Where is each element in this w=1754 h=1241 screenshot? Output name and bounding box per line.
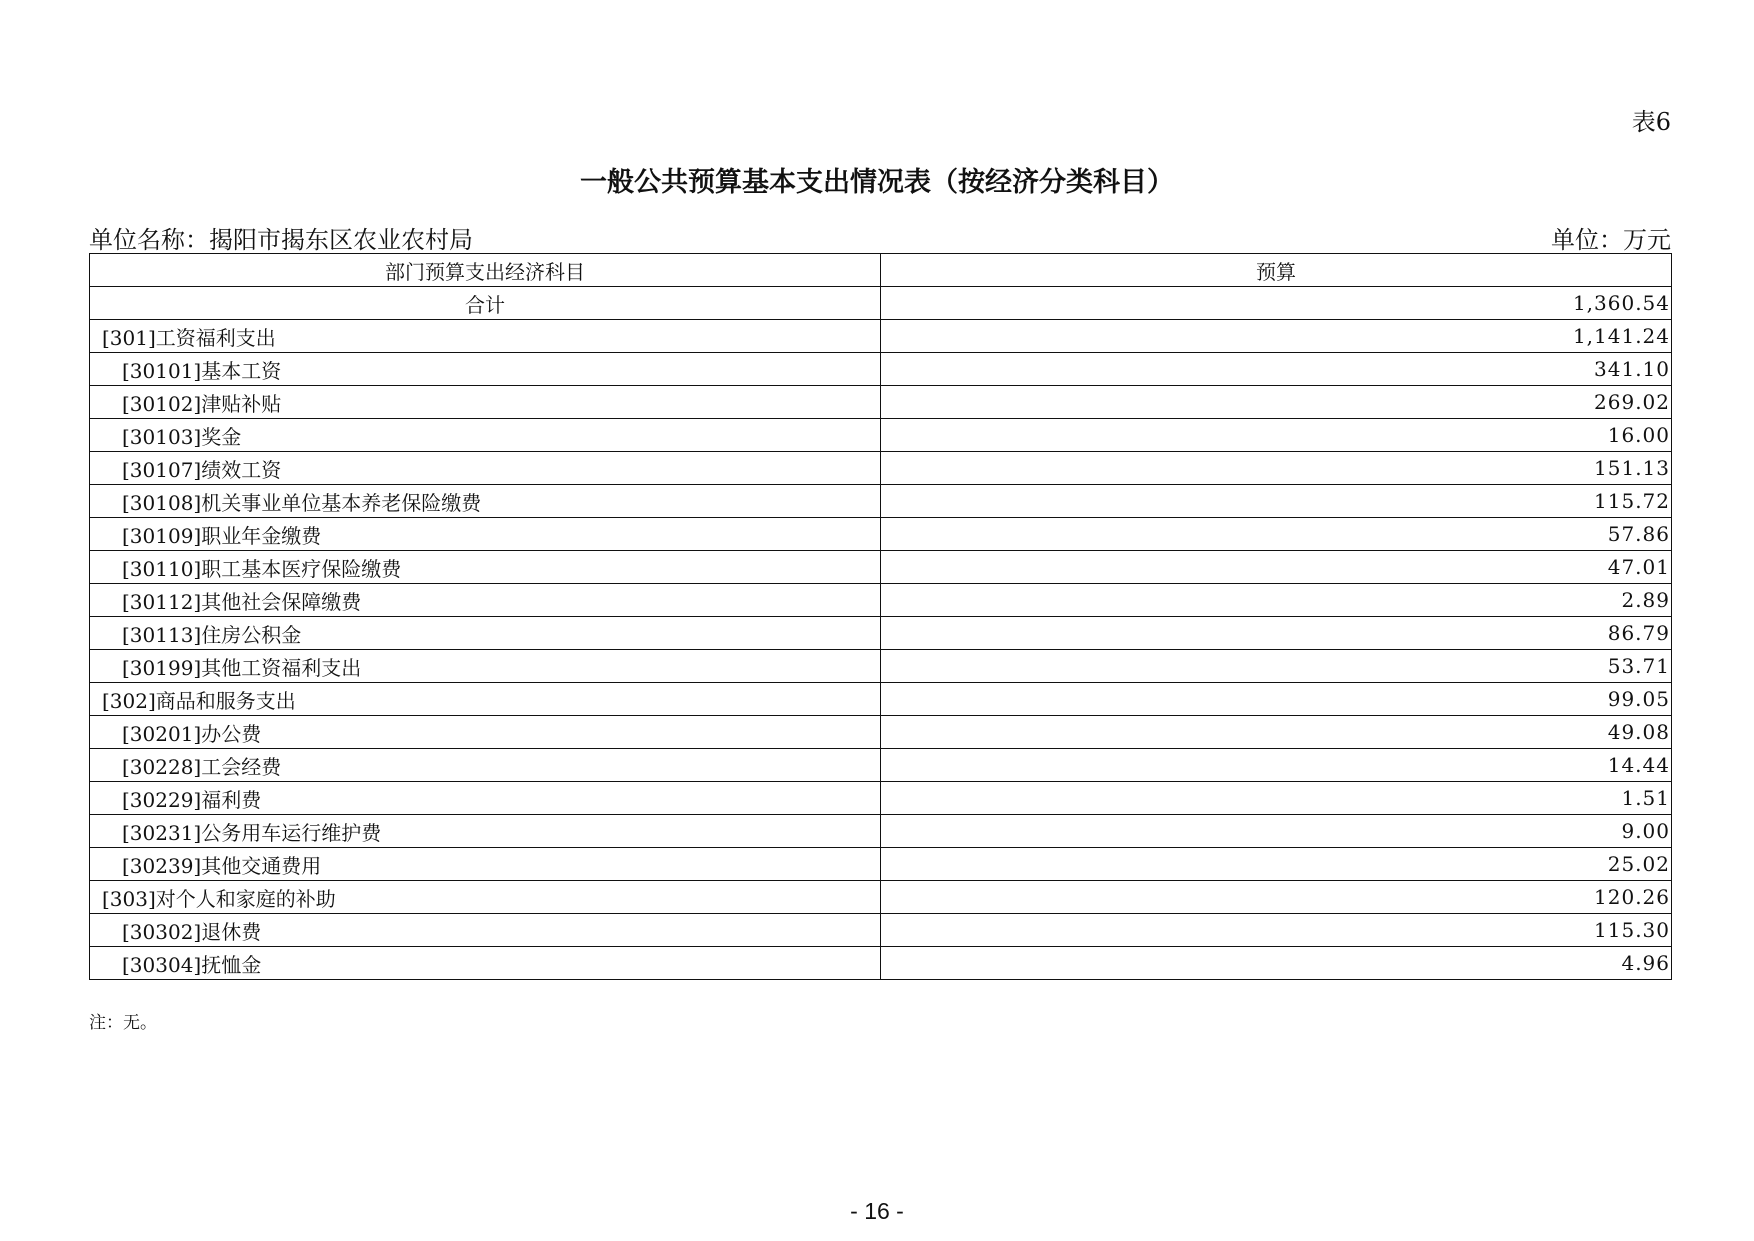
table-row [90,749,1672,782]
row-label: [30108]机关事业单位基本养老保险缴费 [90,485,881,518]
row-label: [30110]职工基本医疗保险缴费 [90,551,881,584]
row-label: [302]商品和服务支出 [90,683,881,716]
unit-label: 单位：万元 [1551,226,1671,254]
table-row [90,782,1672,815]
row-amount: 1.51 [881,782,1672,815]
row-label: [301]工资福利支出 [90,320,881,353]
row-amount: 14.44 [881,749,1672,782]
table-row [90,485,1672,518]
row-label: [303]对个人和家庭的补助 [90,881,881,914]
row-amount: 86.79 [881,617,1672,650]
table-row [90,518,1672,551]
row-amount: 9.00 [881,815,1672,848]
table-row [90,617,1672,650]
row-amount: 16.00 [881,419,1672,452]
table-row [90,881,1672,914]
row-label: [30302]退休费 [90,914,881,947]
row-amount: 49.08 [881,716,1672,749]
page-number: - 16 - [850,1198,904,1224]
row-label: [30102]津贴补贴 [90,386,881,419]
row-amount: 120.26 [881,881,1672,914]
row-amount: 25.02 [881,848,1672,881]
row-amount: 269.02 [881,386,1672,419]
header-category: 部门预算支出经济科目 [90,254,881,287]
row-label: [30113]住房公积金 [90,617,881,650]
unit-name: 单位名称：揭阳市揭东区农业农村局 [89,226,473,254]
table-row [90,650,1672,683]
row-label: [30231]公务用车运行维护费 [90,815,881,848]
table-header-row [90,254,1672,287]
row-amount: 115.72 [881,485,1672,518]
budget-table [89,253,1672,980]
row-label: [30109]职业年金缴费 [90,518,881,551]
row-amount: 99.05 [881,683,1672,716]
table-number: 表6 [1631,108,1671,136]
header-budget: 预算 [881,254,1672,287]
row-amount: 341.10 [881,353,1672,386]
row-amount: 2.89 [881,584,1672,617]
row-label: [30229]福利费 [90,782,881,815]
row-label: [30112]其他社会保障缴费 [90,584,881,617]
table-row [90,419,1672,452]
table-row [90,551,1672,584]
table-row [90,353,1672,386]
table-row-total [90,287,1672,320]
table-row [90,452,1672,485]
table-row [90,848,1672,881]
row-amount: 1,141.24 [881,320,1672,353]
row-amount: 57.86 [881,518,1672,551]
row-label: [30228]工会经费 [90,749,881,782]
table-row [90,947,1672,980]
row-label: [30101]基本工资 [90,353,881,386]
row-amount: 115.30 [881,914,1672,947]
row-amount: 151.13 [881,452,1672,485]
row-label: [30199]其他工资福利支出 [90,650,881,683]
table-row [90,914,1672,947]
row-amount: 47.01 [881,551,1672,584]
row-label: 合计 [90,287,881,320]
table-row [90,716,1672,749]
document-title: 一般公共预算基本支出情况表（按经济分类科目） [580,167,1174,198]
row-amount: 1,360.54 [881,287,1672,320]
table-row [90,584,1672,617]
row-label: [30201]办公费 [90,716,881,749]
row-label: [30107]绩效工资 [90,452,881,485]
table-note: 注：无。 [89,1013,157,1033]
table-row [90,386,1672,419]
table-row [90,815,1672,848]
row-label: [30239]其他交通费用 [90,848,881,881]
table-row [90,320,1672,353]
table-row [90,683,1672,716]
row-amount: 53.71 [881,650,1672,683]
row-amount: 4.96 [881,947,1672,980]
row-label: [30304]抚恤金 [90,947,881,980]
row-label: [30103]奖金 [90,419,881,452]
